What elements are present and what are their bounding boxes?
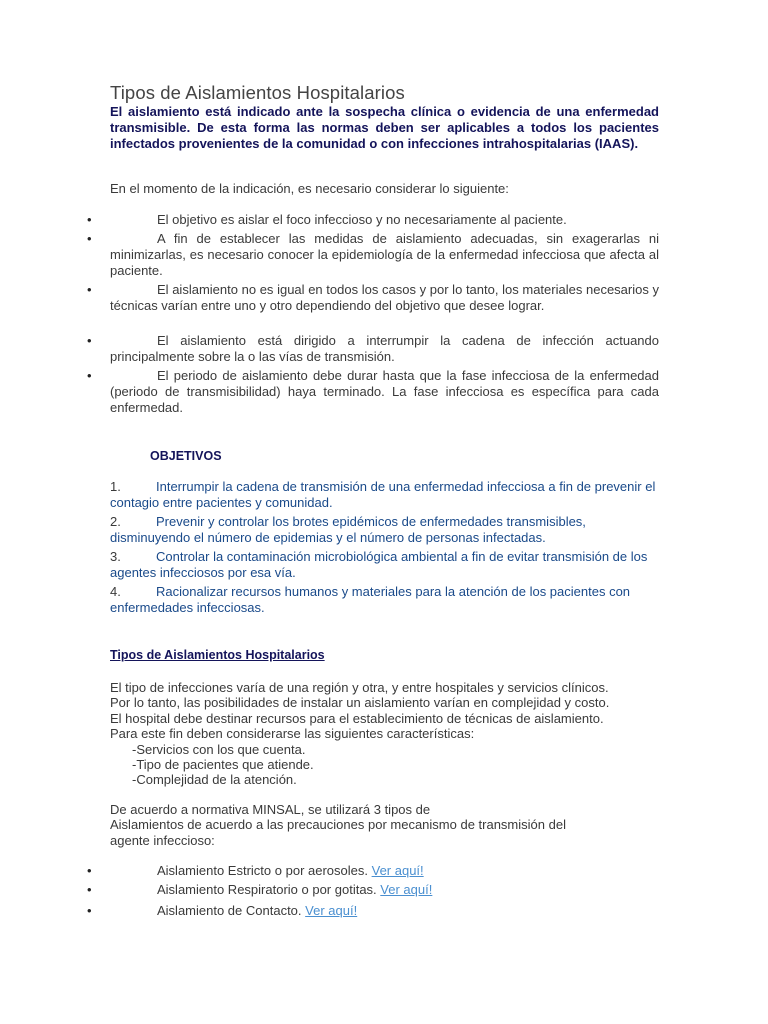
- list-item: [87, 212, 659, 228]
- bullet-icon: •: [87, 882, 92, 897]
- bullet-icon: •: [87, 863, 92, 878]
- list-item: [87, 333, 659, 365]
- ver-aqui-link[interactable]: Ver aquí!: [380, 882, 433, 897]
- bullet-icon: •: [87, 282, 92, 297]
- bullet-icon: •: [87, 231, 92, 246]
- ver-aqui-link[interactable]: Ver aquí!: [371, 863, 424, 878]
- list-item: [87, 863, 659, 879]
- page-title: Tipos de Aislamientos Hospitalarios: [110, 82, 405, 103]
- list-item-text: A fin de establecer las medidas de aislamiento adecuadas, sin exagerarlas ni minimizarlas, es necesario conocer la epidemiología de la enfermedad infecciosa que afecta al paciente.: [110, 231, 659, 278]
- minsal-paragraph: [110, 802, 670, 848]
- bullet-icon: •: [87, 212, 92, 227]
- section-line: Para este fin deben considerarse las siguientes características:: [110, 726, 475, 742]
- list-item: [87, 231, 659, 279]
- list-item-text: El aislamiento no es igual en todos los casos y por lo tanto, los materiales necesarios y técnicas varían entre uno y otro dependiendo del objetivo que desee lograr.: [110, 282, 659, 313]
- list-item-text: El periodo de aislamiento debe durar hasta que la fase infecciosa de la enfermedad (periodo de transmisibilidad) haya terminado. La fase infecciosa es específica para cada enfermedad.: [110, 368, 659, 415]
- section-line: El tipo de infecciones varía de una región y otra, y entre hospitales y servicios clínicos.: [110, 680, 609, 695]
- objective-text: Interrumpir la cadena de transmisión de una enfermedad infecciosa a fin de prevenir el contagio entre pacientes y comunidad.: [110, 479, 656, 510]
- list-item: [87, 282, 659, 314]
- objective-number: 4.: [110, 584, 121, 599]
- section-body: [110, 680, 670, 788]
- objective-text: Prevenir y controlar los brotes epidémicos de enfermedades transmisibles, disminuyendo el número de epidemias y el número de personas infectadas.: [110, 514, 586, 545]
- list-item: [110, 514, 659, 546]
- bullet-icon: •: [87, 368, 92, 383]
- section-subline: -Complejidad de la atención.: [132, 772, 297, 788]
- section-line: El hospital debe destinar recursos para el establecimiento de técnicas de aislamiento.: [110, 710, 604, 726]
- isolation-type-text: Aislamiento Estricto o por aerosoles.: [157, 863, 368, 878]
- section-subline: -Tipo de pacientes que atiende.: [132, 757, 314, 773]
- minsal-line: Aislamientos de acuerdo a las precauciones por mecanismo de transmisión del: [110, 817, 566, 833]
- isolation-type-text: Aislamiento de Contacto.: [157, 903, 302, 918]
- section-heading: Tipos de Aislamientos Hospitalarios: [110, 648, 325, 662]
- bullet-icon: •: [87, 903, 92, 918]
- lead-paragraph: En el momento de la indicación, es necesario considerar lo siguiente:: [110, 181, 509, 196]
- list-item: [110, 549, 659, 581]
- minsal-line: agente infeccioso:: [110, 832, 215, 848]
- objective-text: Racionalizar recursos humanos y materiales para la atención de los pacientes con enfermedades infecciosas.: [110, 584, 631, 615]
- section-subline: -Servicios con los que cuenta.: [132, 741, 306, 757]
- list-item: [87, 903, 659, 919]
- objective-text: Controlar la contaminación microbiológica ambiental a fin de evitar transmisión de los agentes infecciosos por esa vía.: [110, 549, 648, 580]
- list-item: [110, 584, 659, 616]
- objective-number: 3.: [110, 549, 121, 564]
- objective-number: 2.: [110, 514, 121, 529]
- section-line: Por lo tanto, las posibilidades de instalar un aislamiento varían en complejidad y costo.: [110, 695, 610, 711]
- isolation-type-text: Aislamiento Respiratorio o por gotitas.: [157, 882, 377, 897]
- list-item-text: El aislamiento está dirigido a interrumpir la cadena de infección actuando principalmente sobre la o las vías de transmisión.: [110, 333, 659, 364]
- intro-paragraph: El aislamiento está indicado ante la sospecha clínica o evidencia de una enfermedad transmisible. De esta forma las normas deben ser aplicables a todos los pacientes infectados provenientes de la comunidad o con infecciones intrahospitalarias (IAAS).: [110, 104, 659, 151]
- list-item: [87, 368, 659, 416]
- list-item: [87, 882, 659, 898]
- objective-number: 1.: [110, 479, 121, 494]
- minsal-line: De acuerdo a normativa MINSAL, se utilizará 3 tipos de: [110, 802, 431, 817]
- objectives-heading: OBJETIVOS: [150, 449, 222, 463]
- list-item: [110, 479, 659, 511]
- ver-aqui-link[interactable]: Ver aquí!: [305, 903, 358, 918]
- bullet-icon: •: [87, 333, 92, 348]
- list-item-text: El objetivo es aislar el foco infeccioso y no necesariamente al paciente.: [157, 212, 567, 227]
